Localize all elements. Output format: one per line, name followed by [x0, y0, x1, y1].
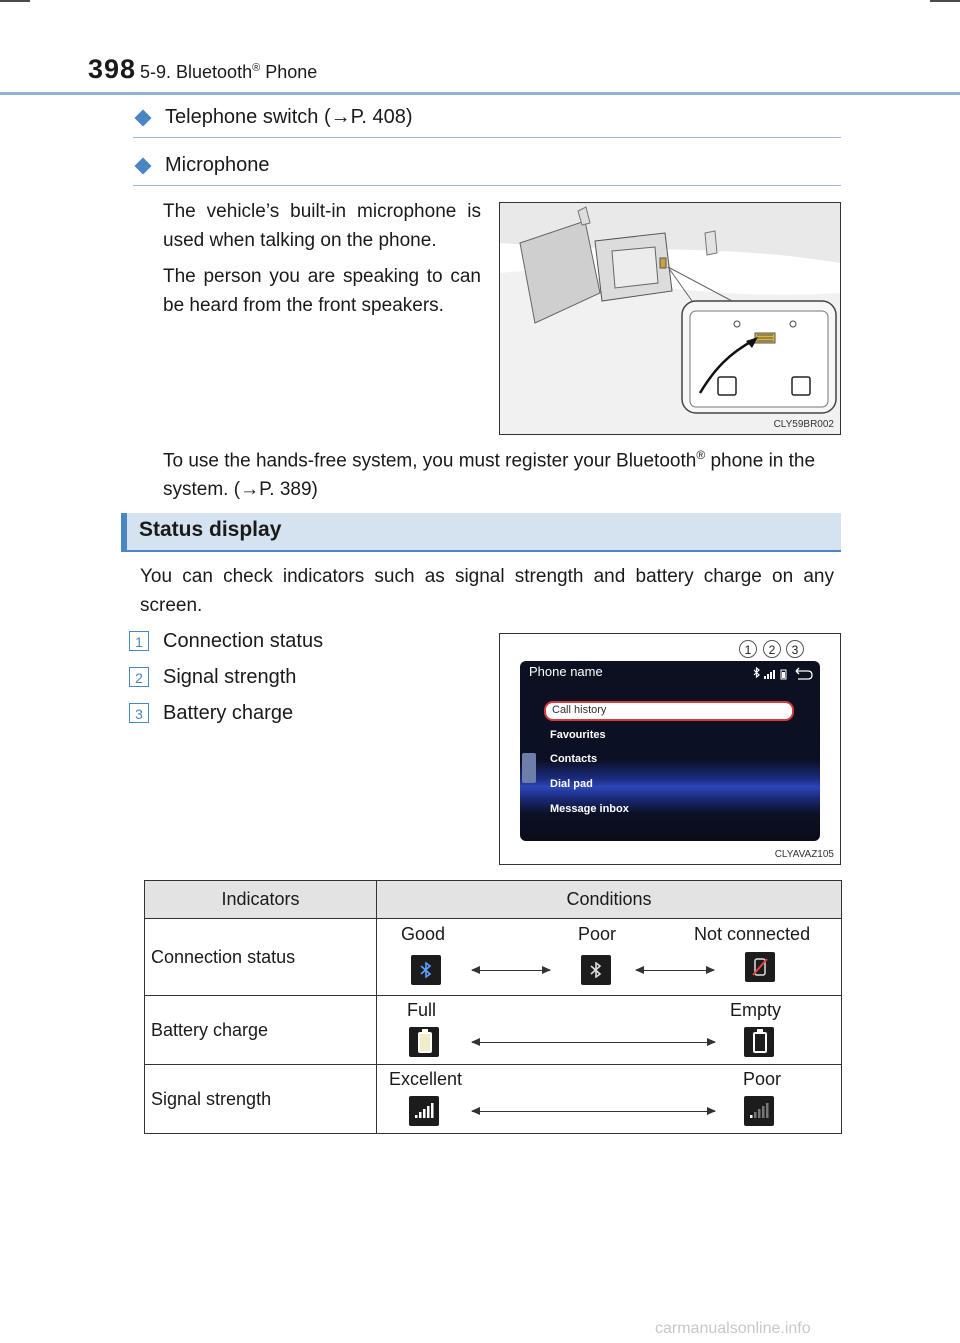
- item-label-battery-charge: Battery charge: [163, 702, 294, 724]
- page-number: 398: [88, 54, 137, 84]
- phone-screen-figure: [499, 633, 841, 865]
- diamond-bullet-icon: [135, 157, 152, 174]
- state-poor: Poor: [743, 1069, 782, 1089]
- bluetooth-poor-icon: [581, 955, 611, 985]
- state-excellent: Excellent: [389, 1069, 463, 1089]
- status-display-banner: [121, 513, 841, 550]
- header-rule: [0, 92, 960, 95]
- registered-mark: ®: [252, 62, 261, 74]
- diamond-bullet-icon: [135, 109, 152, 126]
- heading-rule: [133, 137, 841, 138]
- row-label-signal-strength: Signal strength: [145, 1065, 377, 1134]
- item-number-3: 3: [129, 703, 149, 723]
- battery-full-icon: [409, 1027, 439, 1057]
- status-display-intro: You can check indicators such as signal strength and battery charge on any screen.: [140, 566, 834, 616]
- banner-rule: [121, 550, 841, 552]
- table-header-row: [145, 881, 842, 919]
- row-label-battery-charge: Battery charge: [145, 996, 377, 1065]
- phone-screen: [520, 661, 820, 841]
- menu-item-message-inbox[interactable]: Message inbox: [550, 803, 629, 815]
- column-header-indicators: Indicators: [145, 881, 377, 919]
- state-full: Full: [407, 1000, 437, 1020]
- menu-item-call-history[interactable]: [544, 701, 794, 721]
- bluetooth-icon: [754, 668, 759, 677]
- table-row: [145, 996, 842, 1065]
- connection-status-conditions: [377, 919, 842, 996]
- indicator-table: [144, 880, 842, 1134]
- arrow-icon: [472, 1111, 715, 1112]
- phone-not-connected-icon: [745, 952, 775, 982]
- section-title-text: 5-9. Bluetooth: [140, 62, 253, 82]
- callout-3: 3: [786, 640, 804, 658]
- microphone-para-1: The vehicle’s built-in microphone is used when talking on the phone.: [163, 201, 481, 251]
- figure-code: CLY59BR002: [773, 419, 834, 430]
- arrow-icon: [472, 970, 550, 971]
- state-good: Good: [401, 924, 446, 944]
- microphone-heading-text: Microphone: [165, 154, 270, 176]
- menu-item-dial-pad[interactable]: Dial pad: [550, 778, 593, 790]
- register-note: [163, 441, 843, 504]
- state-empty: Empty: [730, 1000, 782, 1020]
- item-number-2: 2: [129, 667, 149, 687]
- state-poor: Poor: [578, 924, 617, 944]
- bluetooth-good-icon: [411, 955, 441, 985]
- signal-strength-conditions: [377, 1065, 842, 1134]
- menu-item-contacts[interactable]: Contacts: [550, 753, 598, 765]
- item-label-connection-status: Connection status: [163, 630, 324, 652]
- arrow-icon: [636, 970, 714, 971]
- heading-rule: [133, 185, 841, 186]
- screen-title: Phone name: [529, 664, 603, 679]
- register-page-ref[interactable]: P. 389): [259, 479, 318, 501]
- reference-arrow: →: [330, 106, 351, 128]
- battery-charge-conditions: [377, 996, 842, 1065]
- arrow-icon: [472, 1042, 715, 1043]
- reference-arrow: →: [240, 479, 260, 501]
- status-icons: [752, 667, 816, 681]
- telephone-switch-page-ref[interactable]: P. 408): [350, 106, 413, 128]
- callout-1: 1: [739, 640, 757, 658]
- signal-poor-icon: [744, 1096, 774, 1126]
- back-icon: [796, 668, 812, 679]
- registered-mark: ®: [696, 448, 706, 462]
- menu-item-label: Call history: [552, 704, 607, 716]
- register-note-text-2: phone in the system. (: [163, 450, 816, 501]
- microphone-para-2: The person you are speaking to can be heard from the front speakers.: [163, 266, 481, 316]
- microphone-heading: [133, 154, 270, 177]
- state-not-connected: Not connected: [694, 924, 811, 944]
- menu-item-favourites[interactable]: Favourites: [550, 729, 606, 741]
- corner-mark-top-left: [0, 0, 30, 2]
- corner-mark-top-right: [930, 0, 960, 2]
- table-row: [145, 1065, 842, 1134]
- telephone-switch-heading-text: Telephone switch (: [165, 106, 331, 128]
- item-number-1: 1: [129, 631, 149, 651]
- callout-2: 2: [763, 640, 781, 658]
- figure-code: CLYAVAZ105: [774, 849, 834, 860]
- signal-excellent-icon: [409, 1096, 439, 1126]
- section-title: [140, 62, 317, 83]
- table-row: [145, 919, 842, 996]
- section-title-suffix: Phone: [260, 62, 318, 82]
- watermark: carmanualsonline.info: [655, 1320, 811, 1337]
- register-note-text-1: To use the hands-free system, you must register your Bluetooth: [163, 450, 697, 472]
- telephone-switch-heading: [133, 106, 413, 129]
- microphone-location-illustration: [500, 203, 840, 434]
- side-scroll-tab[interactable]: [522, 753, 536, 783]
- column-header-conditions: Conditions: [377, 881, 842, 919]
- microphone-location-figure: [499, 202, 841, 435]
- battery-empty-icon: [744, 1027, 774, 1057]
- row-label-connection-status: Connection status: [145, 919, 377, 996]
- item-label-signal-strength: Signal strength: [163, 666, 297, 688]
- status-display-title: Status display: [139, 518, 282, 541]
